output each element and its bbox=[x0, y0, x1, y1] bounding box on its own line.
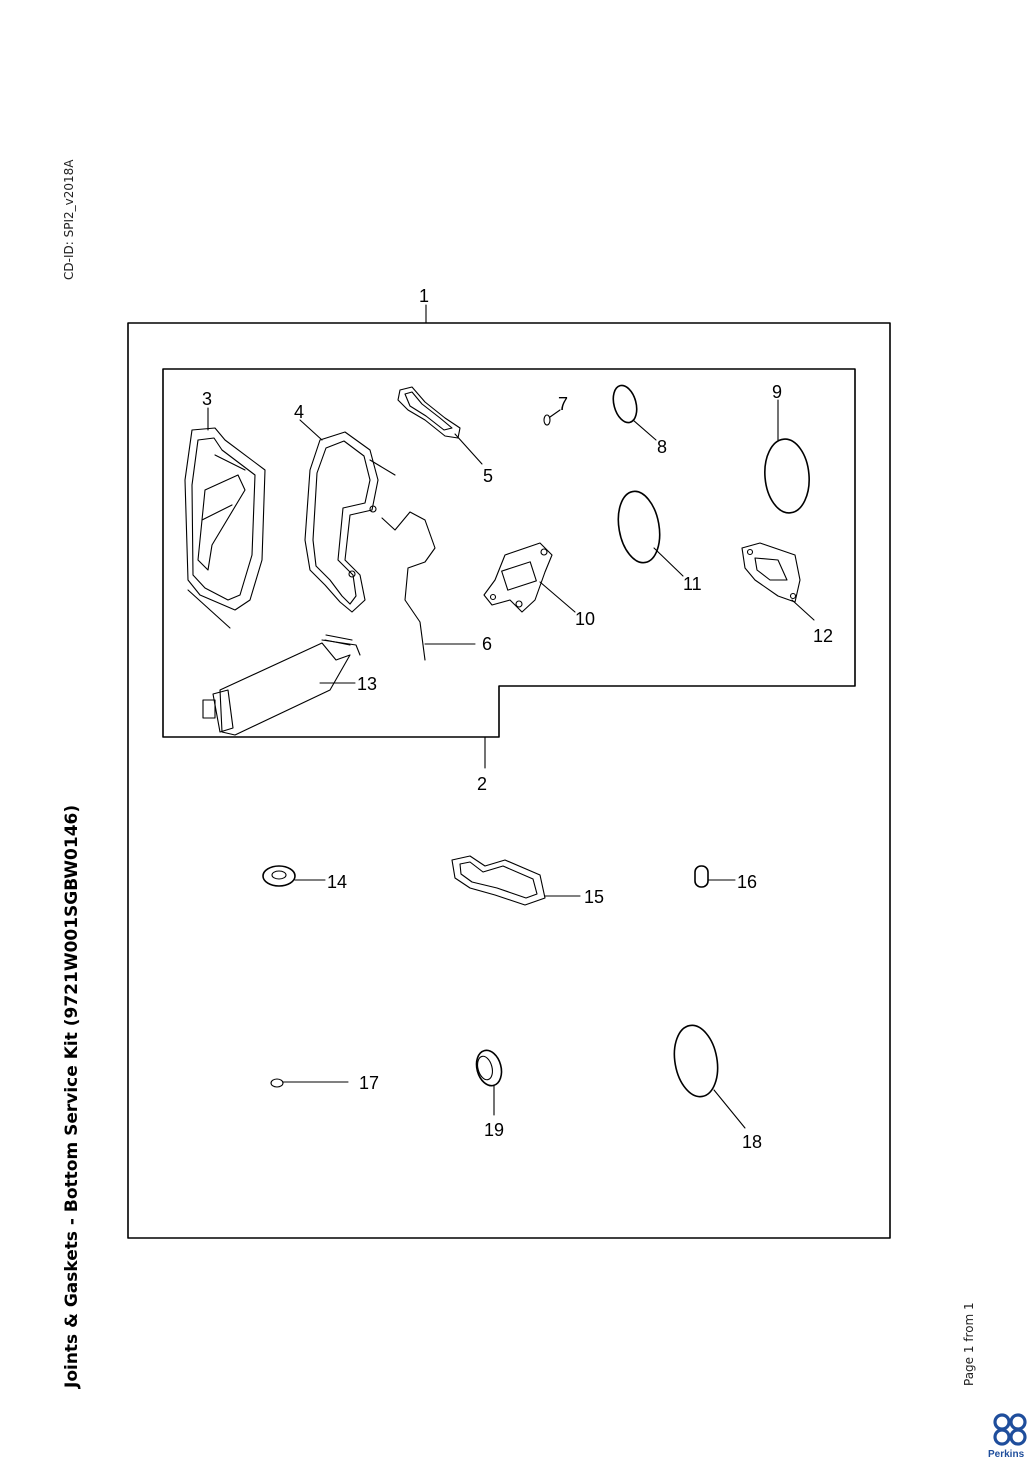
part-5-gasket bbox=[398, 387, 460, 438]
callout-18: 18 bbox=[742, 1132, 763, 1152]
callout-11: 11 bbox=[683, 574, 702, 594]
callout-1: 1 bbox=[419, 286, 430, 306]
perkins-logo-icon bbox=[990, 1410, 1030, 1450]
callout-10: 10 bbox=[575, 609, 596, 629]
part-13-sealant-tube bbox=[203, 635, 360, 735]
kit-outline bbox=[128, 323, 890, 1238]
callout-8: 8 bbox=[657, 437, 668, 457]
callout-9: 9 bbox=[772, 382, 783, 402]
part-10-gasket bbox=[484, 543, 552, 612]
part-7-oring bbox=[544, 415, 550, 425]
cd-id-label: CD-ID: SPI2_v2018A bbox=[62, 159, 76, 280]
part-12-gasket bbox=[742, 543, 800, 602]
part-16-oring bbox=[695, 866, 708, 887]
part-17-oring bbox=[271, 1079, 283, 1087]
page-info: Page 1 from 1 bbox=[962, 1302, 976, 1386]
callout-6: 6 bbox=[482, 634, 493, 654]
brand-name: Perkins bbox=[988, 1449, 1025, 1460]
page-title: Joints & Gaskets - Bottom Service Kit (9721W001SGBW0146) bbox=[62, 804, 82, 1388]
part-3-gasket bbox=[185, 428, 265, 628]
callout-17: 17 bbox=[359, 1073, 380, 1093]
callout-13: 13 bbox=[357, 674, 378, 694]
part-15-gasket bbox=[452, 856, 545, 905]
callout-15: 15 bbox=[584, 887, 605, 907]
callout-3: 3 bbox=[202, 389, 213, 409]
part-4-gasket bbox=[305, 432, 395, 612]
callout-12: 12 bbox=[813, 626, 834, 646]
callout-5: 5 bbox=[483, 466, 494, 486]
callout-16: 16 bbox=[737, 872, 758, 892]
part-18-oring bbox=[669, 1022, 723, 1100]
callout-7: 7 bbox=[558, 394, 569, 414]
part-19-seal bbox=[473, 1048, 505, 1089]
part-11-oring bbox=[613, 488, 665, 566]
part-9-oring bbox=[762, 437, 812, 515]
subkit-outline bbox=[163, 369, 855, 737]
part-6-seal bbox=[382, 512, 435, 660]
callout-14: 14 bbox=[327, 872, 348, 892]
part-14-washer bbox=[263, 866, 295, 886]
part-8-oring bbox=[609, 383, 640, 425]
callout-4: 4 bbox=[294, 402, 305, 422]
callout-2: 2 bbox=[477, 774, 488, 794]
callout-19: 19 bbox=[484, 1120, 505, 1140]
